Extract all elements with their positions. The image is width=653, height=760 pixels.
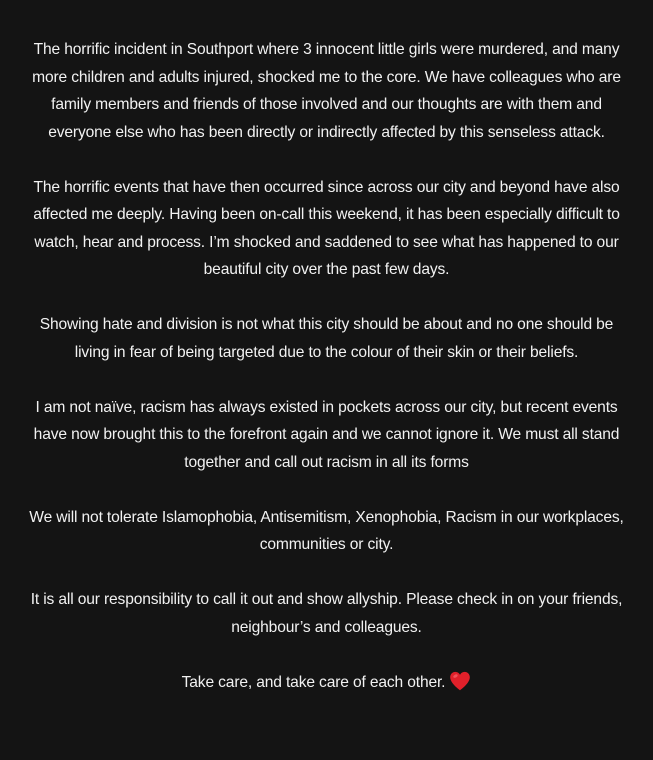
paragraph-city-events: The horrific events that have then occurred since across our city and beyond have also affected me deeply. Having been on-call this weekend, it has been especially difficult to watch, hear and process. I’m shocked and saddened to see what has happened to our beautiful city over the past few days. bbox=[33, 178, 620, 278]
closing-line: Take care, and take care of each other. bbox=[181, 673, 446, 691]
red-heart-icon bbox=[449, 671, 471, 691]
paragraph-racism: I am not naïve, racism has always existed in pockets across our city, but recent events have now brought this to the forefront again and we cannot ignore it. We must all stand together and call out racism in all its forms bbox=[33, 398, 620, 471]
paragraph-take-care bbox=[22, 669, 631, 697]
story-text-overlay bbox=[22, 36, 631, 696]
paragraph-southport-incident: The horrific incident in Southport where 3 innocent little girls were murdered, and many more children and adults injured, shocked me to the core. We have colleagues who are family members and friends of those involved and our thoughts are with them and everyone else who has been directly or indirectly affected by this senseless attack. bbox=[32, 41, 621, 141]
paragraph-hate-division: Showing hate and division is not what this city should be about and no one should be living in fear of being targeted due to the colour of their skin or their beliefs. bbox=[39, 316, 614, 361]
paragraph-will-not-tolerate: We will not tolerate Islamophobia, Antisemitism, Xenophobia, Racism in our workplaces, communities or city. bbox=[29, 508, 624, 553]
paragraph-allyship: It is all our responsibility to call it out and show allyship. Please check in on your friends, neighbour’s and colleagues. bbox=[30, 591, 623, 636]
